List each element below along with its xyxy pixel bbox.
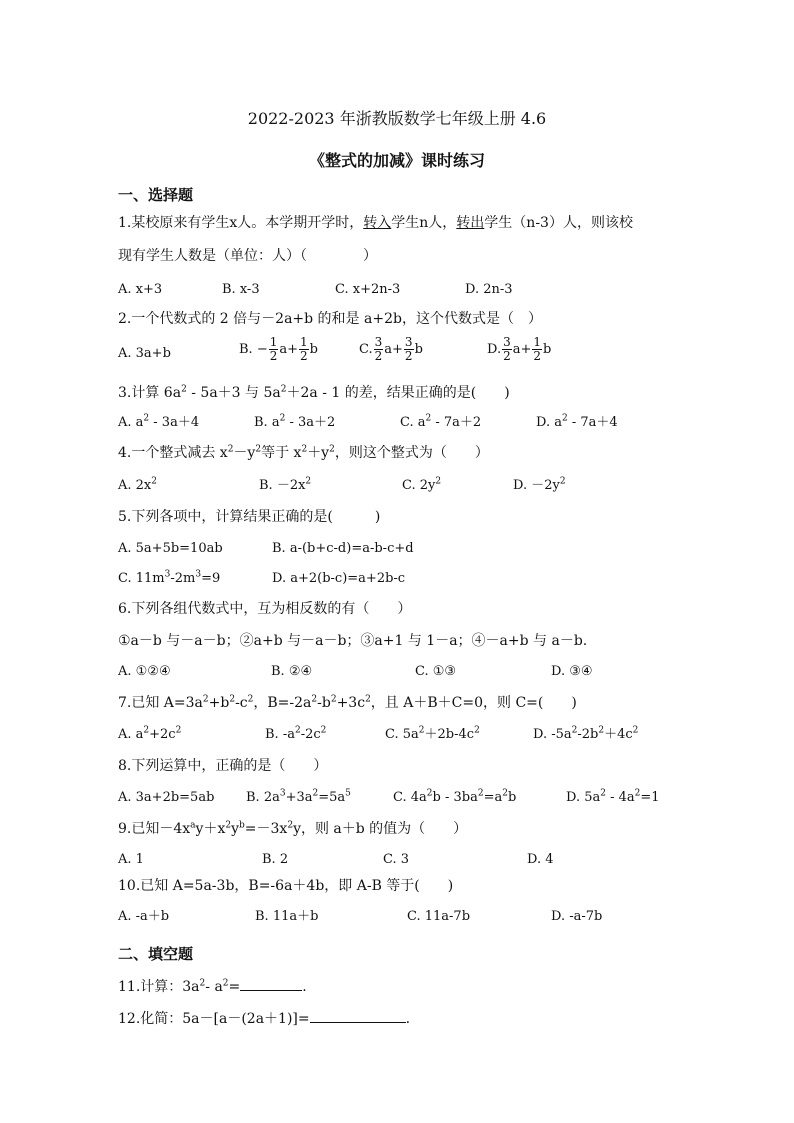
q3-option-a: A. $a^2 - 3a+4$ [118,413,200,430]
q7-option-c: C. $5a^2+2b-4c^2$ [385,725,480,742]
q1-part2: 学生n人， [391,215,457,231]
question-10: 10.已知 A=5a-3b，B=-6a＋4b，即 A-B 等于( ) [118,878,454,894]
fraction: $\frac{3}{2}$ [503,335,511,363]
q3-option-d: D. $a^2 - 7a+4$ [536,413,618,430]
q3-option-c: C. $a^2 - 7a+2$ [400,413,482,430]
q1-option-a: A. x+3 [118,282,163,297]
q8-option-c: C. $4a^2b - 3ba^2=a^2b$ [393,788,517,805]
question-6: 6.下列各组代数式中，互为相反数的有（ ） [118,601,412,617]
q1-part3: 学生（n-3）人，则该校 [484,215,633,231]
question-2: 2.一个代数式的 2 倍与－2a+b 的和是 a+2b，这个代数式是（ ） [118,311,542,327]
title-line-1: 2022-2023 年浙教版数学七年级上册 4.6 [247,109,547,128]
section-fill-blank: 二、填空题 [118,945,194,963]
q9-option-c: C. 3 [383,852,410,867]
q6-line2: ①a－b 与－a－b；②a+b 与－a－b；③a+1 与 1－a；④－a+b 与 a－b. [118,633,588,649]
q4-option-b: B. $-2x^2$ [259,476,312,493]
q5-option-a: A. 5a+5b=10ab [118,541,223,556]
q1-part1: 1.某校原来有学生x人。本学期开学时， [118,215,364,231]
q6-option-d: D. ③④ [551,664,593,679]
question-7: 7.已知 $A=3a^2+b^2-c^2$，$B=-2a^2-b^2+3c^2$，且 A＋B＋C=0，则 C=( ) [118,694,577,711]
q9-option-a: A. 1 [118,852,144,867]
question-9: 9.已知$-4x^ay+x^2y^b=-3x^2y$，则 a＋b 的值为（ ） [118,820,468,837]
q4-option-a: A. $2x^2$ [118,476,157,493]
q10-option-b: B. 11a＋b [255,909,319,924]
q5-option-b: B. a-(b+c-d)=a-b-c+d [272,541,414,556]
q7-option-a: A. $a^2+2c^2$ [118,725,182,742]
q1-option-d: D. 2n-3 [465,282,513,297]
question-1 [118,214,633,232]
q2-option-b: B. − $\frac{1}{2}$ a+ $\frac{1}{2}$ b [239,335,318,363]
q8-option-a: A. 3a+2b=5ab [118,790,215,805]
q5-option-c: C. $11m^3-2m^3=9$ [118,569,221,586]
q6-option-c: C. ①③ [415,664,457,679]
q1-option-c: C. x+2n-3 [335,282,401,297]
q10-option-c: C. 11a-7b [407,909,471,924]
q7-option-b: B. $-a^2-2c^2$ [265,725,327,742]
title-line-2: 《整式的加减》课时练习 [308,151,485,170]
q3-option-b: B. $a^2 - 3a+2$ [254,413,336,430]
q2-option-d: D. $\frac{3}{2}$ a+ $\frac{1}{2}$ b [487,335,552,363]
q6-option-b: B. ②④ [271,664,313,679]
fraction: $\frac{3}{2}$ [374,335,383,363]
q4-option-c: C. $2y^2$ [402,476,442,493]
q1-underline-in: 转入 [363,215,392,231]
answer-blank[interactable] [240,976,302,991]
q8-option-b: B. $2a^3+3a^2=5a^5$ [246,788,351,805]
q2-option-a: A. 3a+b [118,346,171,361]
section-choice: 一、选择题 [118,186,194,204]
q9-option-d: D. 4 [527,852,554,867]
q9-option-b: B. 2 [262,852,289,867]
question-11: 11.计算：$3a^2-$ $a^2=$ . [118,976,307,996]
fraction: $\frac{1}{2}$ [533,335,542,363]
q6-option-a: A. ①②④ [118,664,171,679]
q4-option-d: D. $-2y^2$ [513,476,566,493]
q8-option-d: D. $5a^2 - 4a^2=1$ [566,788,660,805]
q1-underline-out: 转出 [456,215,485,231]
question-3: 3.计算 $6a^2 - 5a+3$ 与 $5a^2+2a - 1$ 的差，结果正确的是( ) [118,384,510,401]
question-12: 12.化简：5a－[a－(2a＋1)]= . [118,1008,410,1028]
fraction: $\frac{1}{2}$ [300,335,308,363]
q10-option-d: D. -a-7b [551,909,603,924]
question-4: 4.一个整式减去 $x^2-y^2$等于 $x^2+y^2$，则这个整式为（ ） [118,444,489,461]
q1-option-b: B. x-3 [222,282,260,297]
fraction: $\frac{1}{2}$ [269,335,278,363]
answer-blank[interactable] [310,1008,406,1023]
fraction: $\frac{3}{2}$ [404,335,413,363]
question-5: 5.下列各项中，计算结果正确的是( ) [118,509,381,525]
q7-option-d: D. $-5a^2-2b^2+4c^2$ [533,725,639,742]
q2-option-c: C. $\frac{3}{2}$ a+ $\frac{3}{2}$ b [359,335,423,363]
q10-option-a: A. -a＋b [118,909,170,924]
q5-option-d: D. a+2(b-c)=a+2b-c [272,571,406,586]
question-8: 8.下列运算中，正确的是（ ） [118,758,328,774]
q1-line2: 现有学生人数是（单位：人）（ ） [118,248,377,264]
